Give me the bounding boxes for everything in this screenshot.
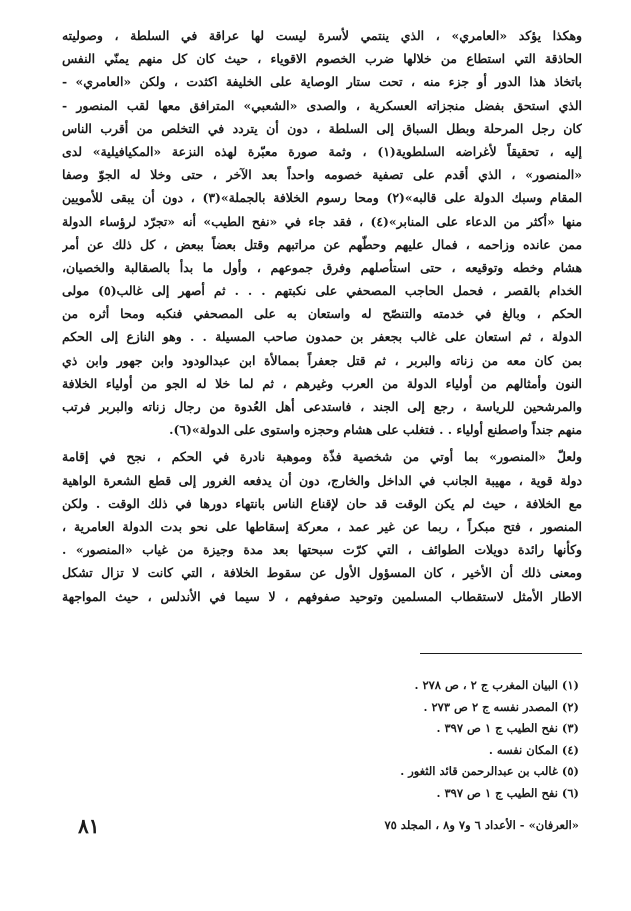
footnotes [179, 675, 579, 805]
footnote: (٣) نفح الطيب ج ١ ص ٣٩٧ . [436, 721, 579, 736]
journal-footer: «العرفان» - الأعداد ٦ و٧ و٨ ، المجلد ٧٥ [384, 818, 579, 832]
footnote: (٢) المصدر نفسه ج ٢ ص ٢٧٣ . [423, 699, 579, 714]
text-line: الحاذقة التي استطاع من خلالها ضرب الخصوم الاقوياء ، حيث كان كل منهم يمنّي النفس [62, 51, 582, 67]
text-line: إليه ، تحقيقاً لأغراضه السلطوية(١) ، وثمة صورة معبّرة لهذه النزعة «المكيافيلية» لدى [62, 143, 582, 159]
text-line: الخدام بالقصر ، فحمل الحاجب المصحفي على نكبتهم . . . ثم أصهر إلى غالب(٥) مولى [62, 283, 582, 299]
text-line: الدولة ، ثم استعان على غالب بجعفر بن حمدون صاحب المسيلة . . وهو النازع إلى الحكم [62, 329, 582, 345]
text-line: والمرشحين للرياسة ، رجع إلى الجند ، فاستدعى أهل العُدوة من رجال زناته والبربر فرتب [62, 399, 582, 414]
text-line: دولة قوية ، مهيبة الجانب في الداخل والخارج، دون أن يدفعه الغرور إلى قطع الشعرة الواهية [62, 472, 582, 488]
text-line: المنصور ، فتح مبكراً ، ربما عن غير عمد ، معركة إسقاطها على نحو بدت الدولة العامرية ، [62, 518, 582, 534]
text-line: المقام وسبك الدولة على قالبه»(٢) ومحا رسوم الخلافة بالجملة»(٣) ، دون أن يبقى للأمويين [62, 190, 582, 206]
text-line: منها «أكثر من الدعاء على المنابر»(٤) ، فقد جاء في «نفح الطيب» أنه «تجرّد لرؤساء الدولة [62, 213, 582, 229]
footnote: (١) البيان المغرب ج ٢ ، ص ٢٧٨ . [414, 678, 579, 692]
text-line: الاطار الأمثل لاستقطاب المسلمين وتوحيد صفوفهم ، لا سيما في الأندلس ، حيث المواجهة [62, 588, 582, 604]
footnote: (٦) نفح الطيب ج ١ ص ٣٩٧ . [436, 785, 579, 800]
text-line: وكأنها رائدة دويلات الطوائف ، التي كرّت سبحتها بعد مدة وجيزة من غياب «المنصور» . [62, 542, 582, 558]
footnote-divider [420, 653, 582, 654]
text-line: «المنصور» ، الذي أقدم على تصفية خصومه واحداً بعد الآخر ، حتى وخلا له الجوّ وصفا [62, 167, 582, 183]
text-line: النون وأمثالهم من أولياء الدولة من العرب وغيرهم ، ثم لما خلا له الجو من أولياء الخلافة [62, 375, 582, 391]
page-number: ٨١ [78, 814, 100, 838]
text-line: هشام وخطه وتوقيعه ، حتى استأصلهم وفرق جموعهم ، وأول ما بدأ بالصقالبة والخصيان، [62, 259, 582, 275]
text-line: منهم جنداً واصطنع أولياء . . فتغلب على هشام وحجزه واستوى على الدولة»(٦). [169, 422, 582, 438]
body-text [62, 24, 582, 608]
text-line: باتخاذ هذا الدور أو جزء منه ، تحت ستار الوصاية على الخليفة اكثدت ، ولكن «العامري» - [62, 74, 582, 90]
text-line: ممن عانده وزاحمه ، فمال عليهم وحطّهم عن مراتبهم وقتل بعضاً ببعض ، كل ذلك عن أمر [62, 236, 582, 252]
text-line: الحكم ، وبالغ في خدمته والتنصّح له واستعان به على المصحفي فنكبه ومحا أثره من [62, 306, 582, 322]
text-line: ومعنى ذلك أن الأخير ، كان المسؤول الأول عن سقوط الخلافة ، التي كانت لا تزال تشكل [62, 565, 582, 581]
text-line: ولعلّ «المنصور» بما أوتي من شخصية فذّة وموهبة نادرة في الحكم ، نجح في إقامة [62, 449, 582, 465]
footnote: (٤) المكان نفسه . [488, 742, 579, 757]
text-line: الذي استحق بفضل منجزاته العسكرية ، والصدى «الشعبي» المترافق معها لقب المنصور - [62, 97, 582, 113]
text-line: كان رجل المرحلة وبطل السباق إلى السلطة ، دون أن يتردد في التخلص من أقرب الناس [62, 120, 582, 136]
text-line: وهكذا يؤكد «العامري» ، الذي ينتمي لأسرة ليست لها عراقة في السلطة ، وصوليته [62, 28, 582, 43]
text-line: مع الخلافة ، حيث لم يكن الوقت قد حان لإقناع الناس بانتهاء دورها في ذلك الوقت . ولكن [62, 495, 582, 511]
footnote: (٥) غالب بن عبدالرحمن قائد الثغور . [400, 764, 579, 779]
text-line: بمن كان معه من زناته والبربر ، ثم قتل جعفراً بممالأة ابن عبدالودود وابن جهور وابن ذي [62, 352, 582, 368]
